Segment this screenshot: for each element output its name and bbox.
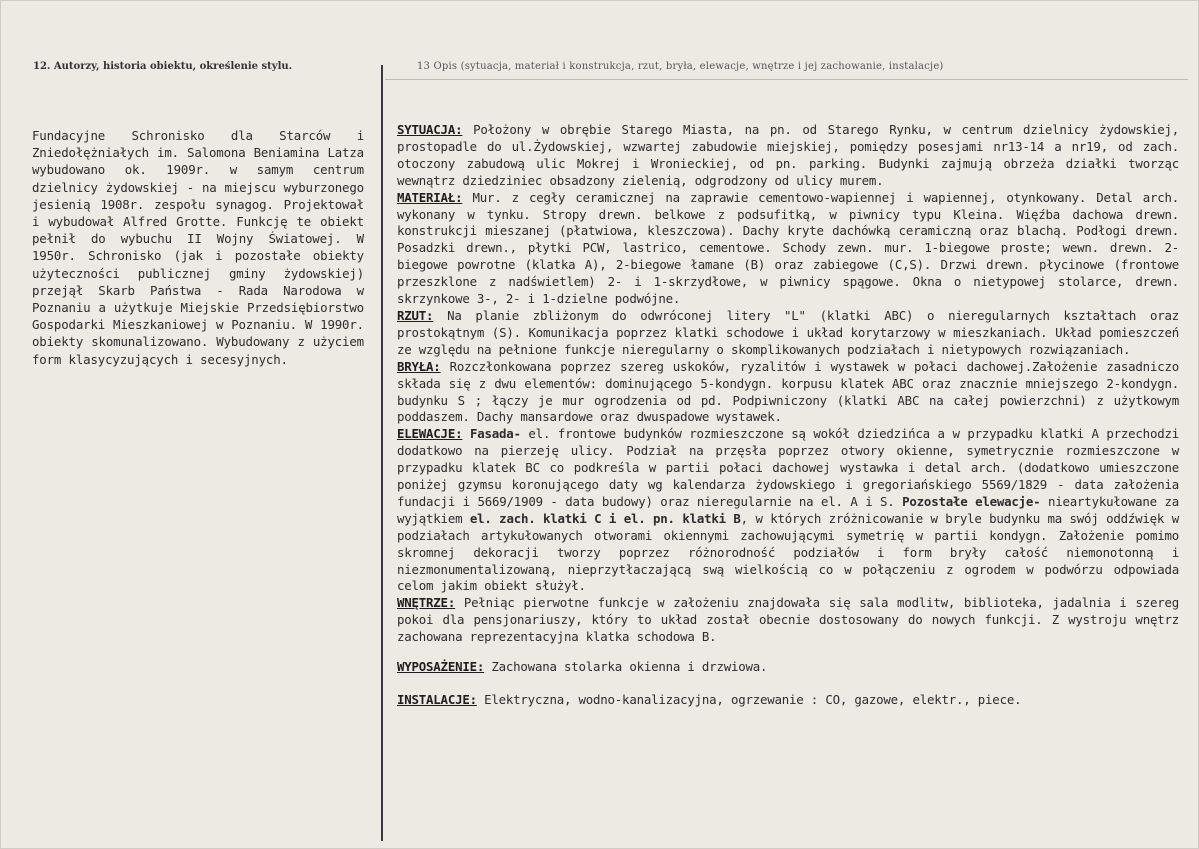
description-column — [397, 122, 1179, 709]
section-text: Mur. z cegły ceramicznej na zaprawie cementowo-wapiennej i wapiennej, otynkowany. Detal arch. wykonany w tynku. Stropy drewn. belkowe z podsufitką, w piwnicy typu Kleina. Więźba dachowa drewn. konstrukcji mieszanej (płatwiowa, kleszczowa). Dachy kryte dachówką ceramiczną oraz blachą. Podłogi drewn. Posadzki drewn., płytki PCW, lastrico, cementowe. Schody zewn. mur. 1-biegowe proste; wewn. drewn. 2-biegowe powrotne (klatka A), 2-biegowe łamane (B) oraz zabiegowe (C,S). Drzwi drewn. płycinowe (frontowe przeszklone z nadświetlem) 2- i 1-skrzydłowe, w piwnicy spągowe. Okna o nietypowej stolarce, drewn. skrzynkowe 3-, 2- i 1-dzielne podwójne. — [397, 189, 1179, 307]
header-rule — [385, 79, 1188, 80]
pozostale-label: Pozostałe elewacje- — [902, 493, 1041, 509]
section-label: WYPOSAŻENIE: — [397, 659, 485, 675]
section-label: WNĘTRZE: — [397, 595, 456, 611]
section-instalacje — [397, 692, 1179, 709]
section-material — [397, 190, 1179, 308]
section-elewacje — [397, 426, 1179, 595]
column-divider — [381, 65, 383, 841]
section-text: Pełniąc pierwotne funkcje w założeniu znajdowała się sala modlitw, biblioteka, jadalnia i szereg pokoi dla pensjonariuszy, który to układ został obecnie dostosowany do nowych funkcji. Z wystroju wnętrz zachowana reprezentacyjna klatka schodowa B. — [397, 595, 1179, 645]
section-label: INSTALACJE: — [397, 692, 477, 707]
section-label: ELEWACJE: — [397, 426, 463, 442]
section-wyposazenie — [397, 659, 1179, 676]
emphasis-text: el. zach. klatki C i el. pn. klatki B — [469, 510, 741, 526]
section-text: , w których zróżnicowanie w bryle budynku ma swój oddźwięk w podziałach artykułowanych otworami okiennymi zachowującymi symetrię w partii kondygn. Założenie pomimo skromnej dekoracji tworzy poprzez różnorodność podziałów i form bryły całość niemonotonną i niezmonumentalizowaną, nieprzytłaczającą swą wielkością co w połączeniu z ogrodem w podwórzu odpowiada celom jakim obiekt służył. — [397, 510, 1179, 594]
section-text: el. frontowe budynków rozmieszczone są wokół dziedzińca a w przypadku klatki A przechodzi dodatkowo na pierzeję ulicy. Podział na przęsła poprzez otwory okienne, symetrycznie rozmieszczone w przypadku klatek BC co podkreśla w partii połaci dachowej wystawka i detal arch. (dodatkowo umieszczone poniżej gzymsu koronującego daty wg kalendarza żydowskiego i gregoriańskiego 5569/1829 - data założenia fundacji i 5669/1909 - data budowy) oraz nieregularnie na el. A i S. — [397, 426, 1179, 509]
section-bryla — [397, 359, 1179, 427]
section-label: MATERIAŁ: — [397, 189, 463, 205]
section-label: RZUT: — [397, 307, 434, 323]
description-header: 13 Opis (sytuacja, materiał i konstrukcja, rzut, bryła, elewacje, wnętrze i jej zachowanie, instalacje) — [417, 61, 944, 72]
section-text: Na planie zbliżonym do odwróconej litery "L" (klatki ABC) o nieregularnych kształtach oraz prostokątnym (S). Komunikacja poprzez klatki schodowe i układ korytarzowy w mieszkaniach. Układ pomieszczeń ze względu na pełnione funkcje nieregularny o skomplikowanych podziałach i nietypowych rozwiązaniach. — [397, 307, 1179, 357]
section-text: nieartykułowane za wyjątkiem — [397, 493, 1180, 526]
section-text: Zachowana stolarka okienna i drzwiowa. — [484, 659, 768, 675]
section-sytuacja — [397, 122, 1179, 190]
fasada-label: Fasada- — [462, 426, 521, 442]
section-text: Rozczłonkowana poprzez szereg uskoków, ryzalitów i wystawek w połaci dachowej.Założenie zasadniczo składa się z dwu elementów: dominującego 5-kondygn. korpusu klatek ABC oraz znacznie mniejszego 2-kondygn. budynku S ; łączy je mur ogrodzenia od pd. Podpiwniczony (klatki ABC na całej powierzchni) z użytkowym poddaszem. Dachy mansardowe oraz dwuspadowe wystawek. — [397, 358, 1179, 425]
history-header: 12. Autorzy, historia obiektu, określenie stylu. — [33, 61, 293, 72]
section-text: Elektryczna, wodno-kanalizacyjna, ogrzewanie : CO, gazowe, elektr., piece. — [476, 692, 1022, 707]
section-label: SYTUACJA: — [397, 122, 463, 137]
section-text: Położony w obrębie Starego Miasta, na pn. od Starego Rynku, w centrum dzielnicy żydowskiej, prostopadle do ul.Żydowskiej, wzwartej zabudowie miejskiej, pomiędzy posesjami nr13-14 a nr19, od zach. otoczony zabudową ulic Mokrej i Wronieckiej, od pn. parking. Budynki zajmują obrzeża działki tworząc wewnątrz dziedziniec obsadzony zielenią, odgrodzony od ulicy murem. — [397, 122, 1179, 188]
history-text: Fundacyjne Schronisko dla Starców i Zniedołężniałych im. Salomona Beniamina Latza wybudowano ok. 1909r. w samym centrum dzielnicy żydowskiej - na miejscu wyburzonego jesienią 1908r. zespołu synagog. Projektował i wybudował Alfred Grotte. Funkcję te obiekt pełnił do wybuchu II Wojny Światowej. W 1950r. Schronisko (jak i pozostałe obiekty użyteczności publicznej gminy żydowskiej) przejął Skarb Państwa - Rada Narodowa w Poznaniu a użytkuje Miejskie Przedsiębiorstwo Gospodarki Mieszkaniowej w Poznaniu. W 1990r. obiekty skomunalizowano. Wybudowany z użyciem form klasycyzujących i secesyjnych. — [32, 128, 364, 367]
section-label: BRYŁA: — [397, 358, 441, 374]
section-rzut — [397, 308, 1179, 359]
section-wnetrze — [397, 595, 1179, 646]
